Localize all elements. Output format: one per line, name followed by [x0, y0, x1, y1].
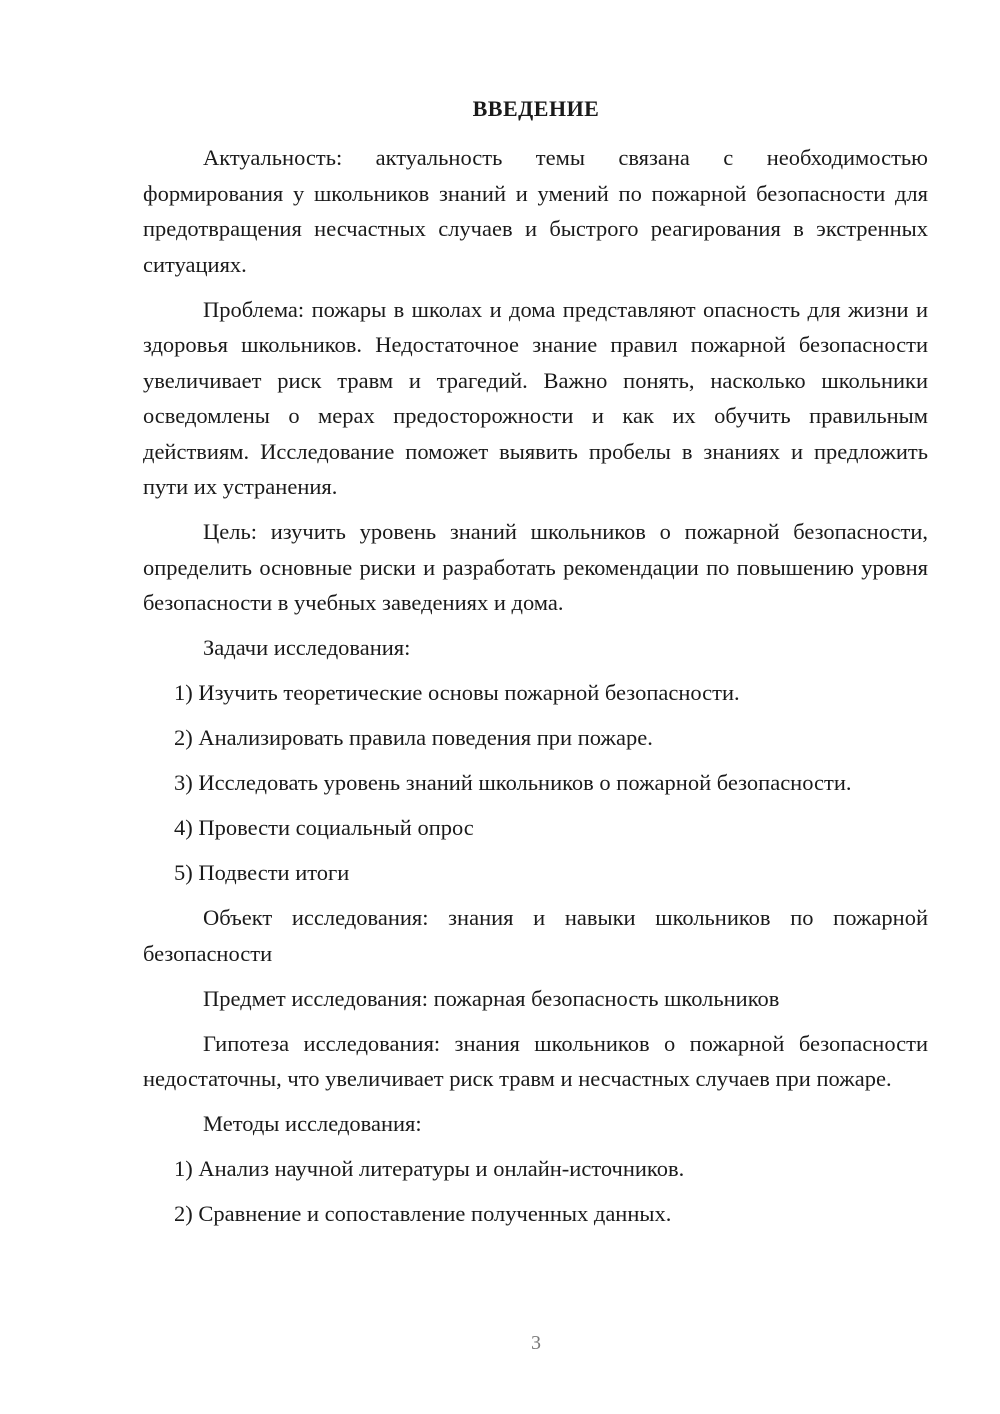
task-item-3: 3) Исследовать уровень знаний школьников о пожарной безопасности.	[174, 770, 852, 795]
paragraph-problem: Проблема: пожары в школах и дома представляют опасность для жизни и здоровья школьников. Недостаточное знание правил пожарной безопасности увеличивает риск травм и трагедий. Важно понять, насколько школьники осведомлены о мерах предосторожности и как их обучить правильным действиям. Исследование поможет выявить пробелы в знаниях и предложить пути их устранения.	[143, 296, 928, 499]
task-item-2: 2) Анализировать правила поведения при пожаре.	[174, 725, 653, 750]
document-body	[143, 140, 928, 1232]
task-item-5: 5) Подвести итоги	[174, 860, 350, 885]
tasks-heading: Задачи исследования:	[203, 635, 411, 660]
paragraph-goal: Цель: изучить уровень знаний школьников о пожарной безопасности, определить основные риски и разработать рекомендации по повышению уровня безопасности в учебных заведениях и дома.	[143, 519, 928, 615]
paragraph-hypothesis: Гипотеза исследования: знания школьников о пожарной безопасности недостаточны, что увеличивает риск травм и несчастных случаев при пожаре.	[143, 1030, 928, 1091]
method-item-2: 2) Сравнение и сопоставление полученных данных.	[174, 1201, 672, 1226]
task-item-4: 4) Провести социальный опрос	[174, 815, 474, 840]
page-number: 3	[531, 1332, 541, 1354]
methods-heading: Методы исследования:	[203, 1111, 422, 1136]
method-item-1: 1) Анализ научной литературы и онлайн-источников.	[174, 1156, 685, 1181]
paragraph-subject: Предмет исследования: пожарная безопасность школьников	[203, 985, 780, 1011]
paragraph-relevance: Актуальность: актуальность темы связана с необходимостью формирования у школьников знаний и умений по пожарной безопасности для предотвращения несчастных случаев и быстрого реагирования в экстренных ситуациях.	[143, 145, 928, 277]
paragraph-object: Объект исследования: знания и навыки школьников по пожарной безопасности	[143, 905, 928, 966]
page-title: ВВЕДЕНИЕ	[472, 96, 600, 121]
task-item-1: 1) Изучить теоретические основы пожарной безопасности.	[174, 680, 740, 705]
